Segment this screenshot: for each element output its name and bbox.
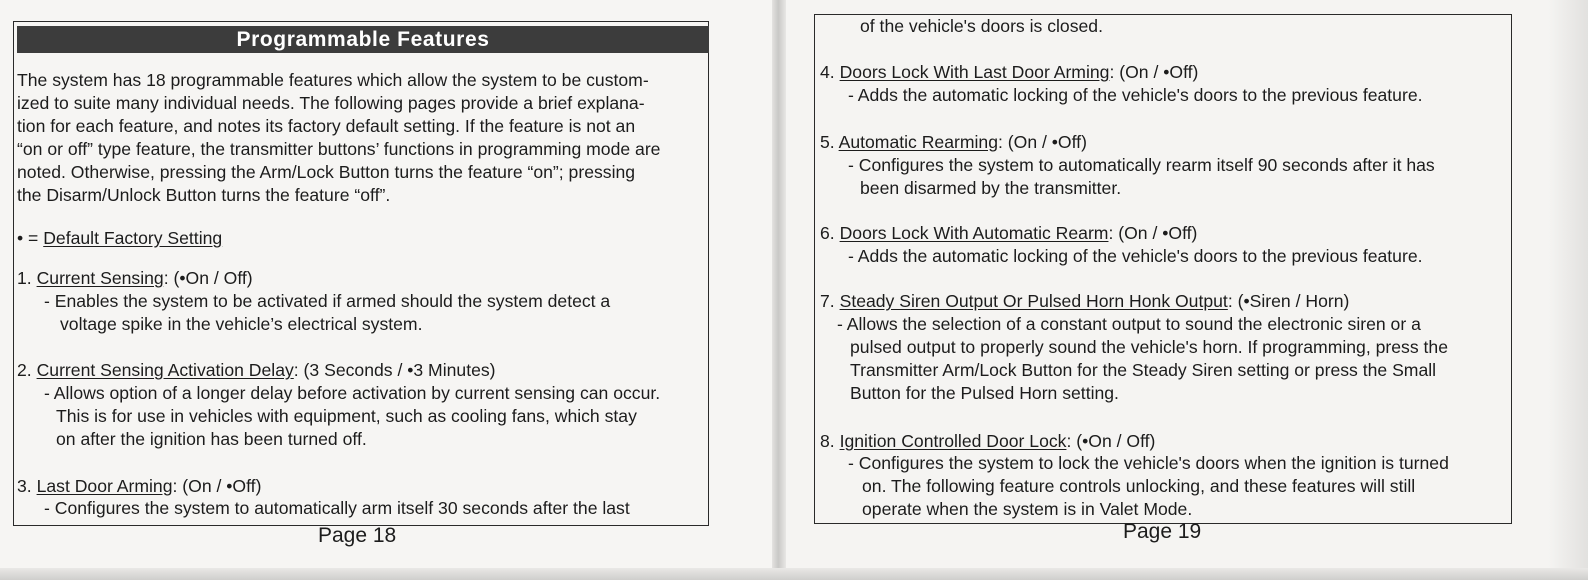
page-bottom-edge bbox=[0, 568, 1588, 580]
page-number: Page 18 bbox=[318, 524, 397, 547]
feature-description: - Configures the system to automatically arm itself 30 seconds after the last bbox=[44, 498, 630, 518]
feature-description: - Configures the system to automatically rearm itself 90 seconds after it has bbox=[848, 155, 1435, 175]
feature-options: : (On / •Off) bbox=[1109, 62, 1199, 82]
feature-name: Ignition Controlled Door Lock bbox=[839, 431, 1067, 451]
feature-name: Current Sensing bbox=[36, 268, 164, 288]
feature-heading bbox=[820, 61, 1198, 84]
feature-options: : (On / •Off) bbox=[172, 476, 262, 496]
intro-line: The system has 18 programmable features which allow the system to be custom- bbox=[17, 70, 649, 90]
feature-name: Automatic Rearming bbox=[838, 132, 998, 152]
feature-description: - Adds the automatic locking of the vehicle's doors to the previous feature. bbox=[848, 246, 1423, 266]
feature-description: - Adds the automatic locking of the vehicle's doors to the previous feature. bbox=[848, 85, 1423, 105]
page-number: Page 19 bbox=[1123, 520, 1202, 543]
feature-name: Current Sensing Activation Delay bbox=[36, 360, 294, 380]
feature-description: Transmitter Arm/Lock Button for the Steady Siren setting or press the Small bbox=[850, 360, 1437, 380]
book-gutter bbox=[772, 0, 786, 580]
intro-line: the Disarm/Unlock Button turns the feature “off”. bbox=[17, 185, 391, 205]
feature-heading bbox=[820, 131, 1087, 154]
feature-options: : (On / •Off) bbox=[998, 132, 1087, 152]
intro-line: ized to suite many individual needs. The following pages provide a brief explana- bbox=[17, 93, 645, 113]
intro-line: tion for each feature, and notes its factory default setting. If the feature is not an bbox=[17, 116, 636, 136]
feature-number: 2. bbox=[17, 360, 32, 380]
feature-description: This is for use in vehicles with equipment, such as cooling fans, which stay bbox=[56, 406, 637, 426]
legend-text: Default Factory Setting bbox=[43, 228, 223, 248]
feature-description: on. The following feature controls unlocking, and these features will still bbox=[862, 476, 1416, 496]
feature-heading bbox=[17, 359, 496, 382]
feature-options: : (•On / Off) bbox=[163, 268, 253, 288]
feature-number: 6. bbox=[820, 223, 835, 243]
feature-description: voltage spike in the vehicle’s electrical system. bbox=[60, 314, 423, 334]
feature-number: 7. bbox=[820, 291, 835, 311]
feature-name: Steady Siren Output Or Pulsed Horn Honk Output bbox=[839, 291, 1228, 311]
feature-heading bbox=[820, 290, 1349, 313]
feature-number: 1. bbox=[17, 268, 32, 288]
feature-heading bbox=[17, 475, 261, 498]
feature-options: : (•On / Off) bbox=[1066, 431, 1156, 451]
page-edge-shadow bbox=[1548, 0, 1588, 580]
feature-name: Last Door Arming bbox=[36, 476, 173, 496]
feature-heading bbox=[820, 222, 1197, 245]
feature-description: on after the ignition has been turned off. bbox=[56, 429, 367, 449]
intro-line: noted. Otherwise, pressing the Arm/Lock Button turns the feature “on”; pressing bbox=[17, 162, 636, 182]
feature-options: : (On / •Off) bbox=[1108, 223, 1198, 243]
feature-description: Button for the Pulsed Horn setting. bbox=[850, 383, 1119, 403]
feature-options: : (•Siren / Horn) bbox=[1227, 291, 1350, 311]
feature-name: Doors Lock With Automatic Rearm bbox=[839, 223, 1109, 243]
feature-description: - Configures the system to lock the vehicle's doors when the ignition is turned bbox=[848, 453, 1449, 473]
feature-heading bbox=[820, 430, 1155, 453]
intro-paragraph bbox=[17, 69, 660, 207]
feature-description: - Allows the selection of a constant output to sound the electronic siren or a bbox=[837, 314, 1421, 334]
feature-number: 5. bbox=[820, 132, 835, 152]
feature-description: been disarmed by the transmitter. bbox=[860, 178, 1122, 198]
page-title: Programmable Features bbox=[17, 26, 709, 53]
feature-name: Doors Lock With Last Door Arming bbox=[839, 62, 1110, 82]
continuation-text: of the vehicle's doors is closed. bbox=[860, 16, 1103, 36]
feature-number: 8. bbox=[820, 431, 835, 451]
feature-options: : (3 Seconds / •3 Minutes) bbox=[293, 360, 496, 380]
intro-line: “on or off” type feature, the transmitter buttons’ functions in programming mode are bbox=[17, 139, 661, 159]
feature-description: - Allows option of a longer delay before activation by current sensing can occur. bbox=[44, 383, 661, 403]
feature-number: 3. bbox=[17, 476, 32, 496]
feature-description: pulsed output to properly sound the vehicle's horn. If programming, press the bbox=[850, 337, 1448, 357]
feature-heading bbox=[17, 267, 253, 290]
default-legend bbox=[17, 227, 222, 250]
legend-bullet: • = bbox=[17, 228, 44, 248]
feature-description: operate when the system is in Valet Mode. bbox=[862, 499, 1193, 519]
feature-number: 4. bbox=[820, 62, 835, 82]
feature-description: - Enables the system to be activated if armed should the system detect a bbox=[44, 291, 611, 311]
